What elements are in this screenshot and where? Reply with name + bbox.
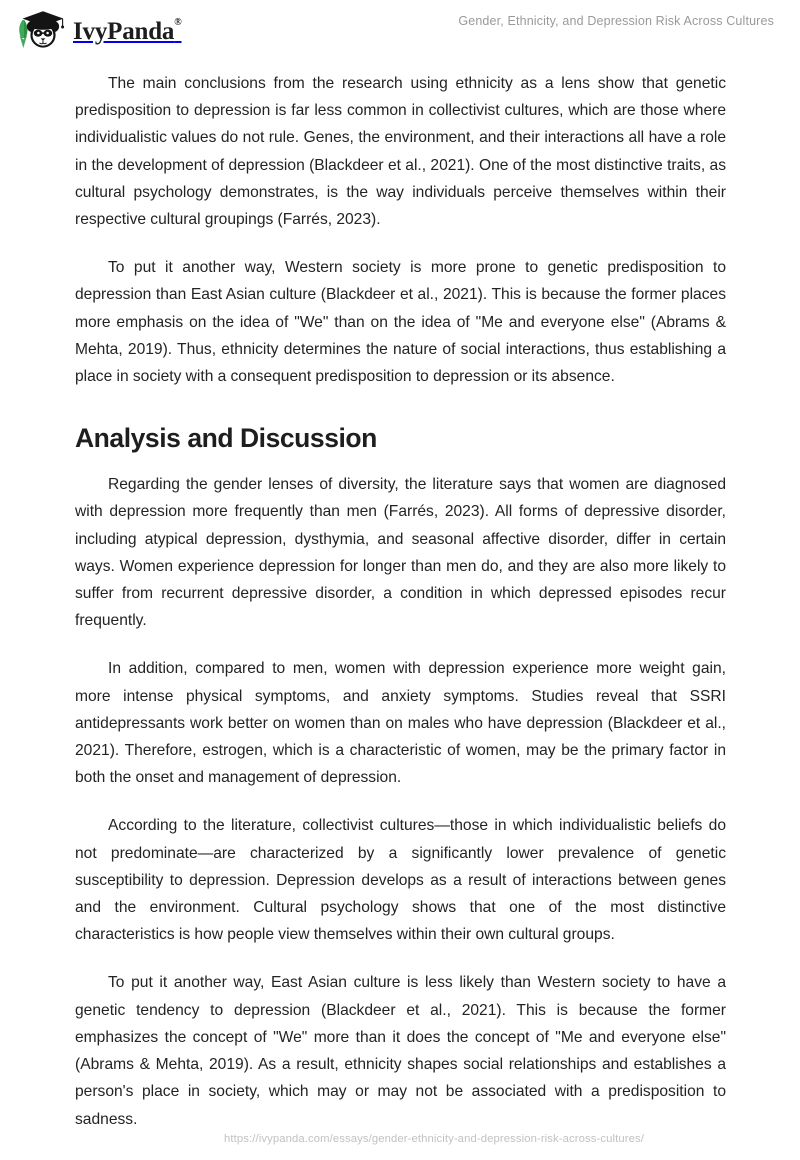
registered-trademark-icon: ® [174,16,182,28]
green-leaf-icon [19,19,27,48]
paragraph: In addition, compared to men, women with depression experience more weight gain, more intense physical symptoms, and anxiety symptoms. Studies reveal that SSRI antidepressants work better on women than on males who have depression (Blackdeer et al., 2021). Therefore, estrogen, which is a characteristic of women, may be the primary factor in both the onset and management of depression. [75,660,726,787]
page-footer [0,1129,800,1147]
paragraph: Regarding the gender lenses of diversity, the literature says that women are diagnosed with depression more frequently than men (Farrés, 2023). All forms of depressive disorder, including atypical depression, dysthymia, and seasonal affective disorder, differ in certain ways. Women experience depression for longer than men do, and they are also more likely to suffer from recurrent depressive disorder, a condition in which depressed episodes recur frequently. [75,476,726,630]
section-heading-analysis-and-discussion: Analysis and Discussion [75,423,377,454]
document-title: Gender, Ethnicity, and Depression Risk Across Cultures [458,14,774,28]
paragraph: The main conclusions from the research using ethnicity as a lens show that genetic predisposition to depression is far less common in collectivist cultures, which are those where individualistic values do not rule. Genes, the environment, and their interactions all have a role in the development of depression (Blackdeer et al., 2021). One of the most distinctive traits, as cultural psychology demonstrates, is the way individuals perceive themselves within their respective cultural groupings (Farrés, 2023). [75,75,726,229]
brand-wordmark [73,16,182,45]
paragraph: To put it another way, Western society is more prone to genetic predisposition to depression than East Asian culture (Blackdeer et al., 2021). This is because the former places more emphasis on the idea of "We" than on the idea of "Me and everyone else" (Abrams & Mehta, 2019). Thus, ethnicity determines the nature of social interactions, thus establishing a place in society with a consequent predisposition to depression or its absence. [75,259,726,386]
page-header [0,0,800,62]
document-body [75,70,726,1133]
ivypanda-logo[interactable] [14,7,182,53]
brand-wordmark-text: IvyPanda [73,17,175,45]
panda-graduate-icon [14,8,66,52]
paragraph: According to the literature, collectivist cultures—those in which individualistic beliefs do not predominate—are characterized by a significantly lower prevalence of genetic susceptibility to depression. Depression develops as a result of interactions between genes and the environment. Cultural psychology shows that one of the most distinctive characteristics is how people view themselves within their own cultural groups. [75,817,726,944]
paragraph: To put it another way, East Asian culture is less likely than Western society to have a genetic tendency to depression (Blackdeer et al., 2021). This is because the former emphasizes the concept of "We" more than it does the concept of "Me and everyone else" (Abrams & Mehta, 2019). As a result, ethnicity shapes social relationships and establishes a person's place in society, which may or may not be associated with a predisposition to sadness. [75,974,726,1128]
source-url[interactable]: https://ivypanda.com/essays/gender-ethnicity-and-depression-risk-across-cultures/ [224,1133,644,1145]
